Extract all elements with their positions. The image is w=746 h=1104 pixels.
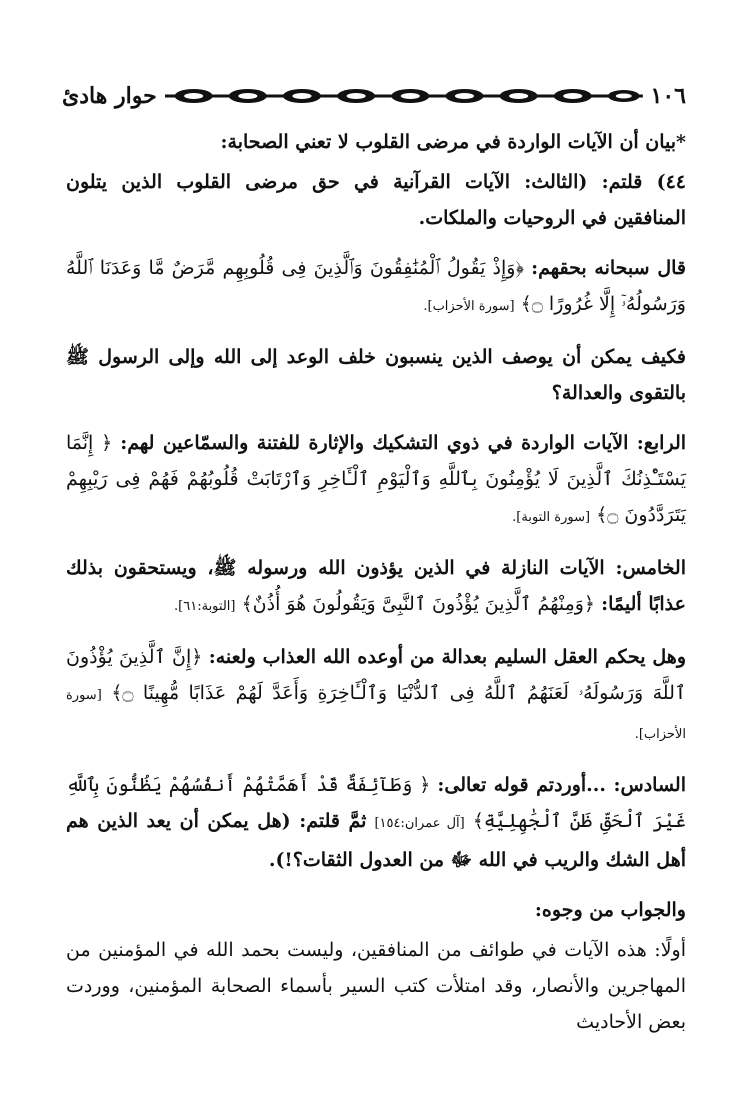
paragraph-judgement bbox=[66, 639, 686, 753]
paragraph-sixth-rest: ثمَّ قلتم: (هل يمكن أن يعد الذين هم أهل الشك والريب في الله ﷻ من العدول الثقات؟!). bbox=[66, 810, 686, 871]
section-heading: *بيان أن الآيات الواردة في مرضى القلوب لا تعني الصحابة: bbox=[220, 131, 686, 153]
paragraph-fifth-intro: الخامس: الآيات النازلة في الذين يؤذون الله ورسوله ﷺ، ويستحقون بذلك عذابًا أليمًا: bbox=[66, 557, 686, 615]
paragraph-third-intro: قال سبحانه بحقهم: bbox=[531, 257, 687, 279]
quran-verse-tawbah-45: ﴿ إِنَّمَا يَسْتَـْٔذِنُكَ ٱلَّذِينَ لَا يُؤْمِنُونَ بِٱللَّهِ وَٱلْيَوْمِ ٱلْـَٔاخِرِ وَٱرْتَابَتْ قُلُوبُهُمْ فَهُمْ فِى رَيْبِهِمْ يَتَرَدَّدُونَ ۝﴾ bbox=[66, 432, 686, 526]
page-content bbox=[66, 124, 686, 1040]
paragraph-sixth bbox=[66, 767, 686, 878]
verse-reference: [سورة الأحزاب]. bbox=[423, 299, 515, 314]
page-header bbox=[62, 76, 686, 116]
paragraph-fifth bbox=[66, 550, 686, 625]
paragraph-question: فكيف يمكن أن يوصف الذين ينسبون خلف الوعد إلى الله وإلى الرسول ﷺ بالتقوى والعدالة؟ bbox=[66, 346, 686, 404]
paragraph-fourth bbox=[66, 425, 686, 536]
quran-verse-ahzab-12: ﴿وَإِذْ يَقُولُ ٱلْمُنَٰفِقُونَ وَٱلَّذِينَ فِى قُلُوبِهِم مَّرَضٌ مَّا وَعَدَنَا ٱللَّهُ وَرَسُولُهُۥٓ إِلَّا غُرُورًا ۝﴾ bbox=[66, 257, 686, 315]
verse-reference: [التوبة:٦١]. bbox=[174, 599, 236, 614]
paragraph-sixth-intro: السادس: ...أوردتم قوله تعالى: bbox=[437, 774, 686, 796]
quran-verse-ahzab-57: ﴿إِنَّ ٱلَّذِينَ يُؤْذُونَ ٱللَّهَ وَرَسُولَهُۥ لَعَنَهُمُ ٱللَّهُ فِى ٱلدُّنْيَا وَٱلْـَٔاخِرَةِ وَأَعَدَّ لَهُمْ عَذَابًا مُّهِينًا ۝﴾ bbox=[66, 646, 686, 704]
verse-reference: [سورة التوبة]. bbox=[512, 510, 591, 525]
quran-verse-tawbah-61: ﴿وَمِنْهُمُ ٱلَّذِينَ يُؤْذُونَ ٱلنَّبِىَّ وَيَقُولُونَ هُوَ أُذُنٌ﴾ bbox=[241, 593, 596, 615]
quran-verse-imran-154: ﴿ وَطَآئِفَةٌ قَدْ أَهَمَّتْهُمْ أَنفُسُهُمْ يَظُنُّونَ بِٱللَّهِ غَيْرَ ٱلْحَقِّ ظَنَّ ٱلْجَٰهِلِيَّةِ﴾ bbox=[66, 774, 686, 832]
page-number: ١٠٦ bbox=[650, 83, 686, 109]
book-title: حوار هادئ bbox=[62, 83, 157, 109]
paragraph-judgement-intro: وهل يحكم العقل السليم بعدالة من أوعده الله العذاب ولعنه: bbox=[208, 646, 686, 668]
verse-reference: [سورة الأحزاب]. bbox=[66, 688, 686, 742]
paragraph-44: ٤٤) قلتم: (الثالث: الآيات القرآنية في حق مرضى القلوب الذين يتلون المنافقين في الروحيات والملكات. bbox=[66, 171, 686, 229]
paragraph-fourth-intro: الرابع: الآيات الواردة في ذوي التشكيك والإثارة للفتنة والسمّاعين لهم: bbox=[120, 432, 687, 454]
verse-reference: [آل عمران:١٥٤] bbox=[374, 816, 465, 831]
answer-heading: والجواب من وجوه: bbox=[534, 899, 686, 921]
paragraph-third bbox=[66, 250, 686, 325]
answer-first: أولًا: هذه الآيات في طوائف من المنافقين، وليست بحمد الله في المؤمنين من المهاجرين والأنصار، وقد امتلأت كتب السير بأسماء الصحابة المؤمنين، ووردت بعض الأحاديث bbox=[66, 939, 686, 1033]
header-ornament bbox=[165, 81, 643, 111]
